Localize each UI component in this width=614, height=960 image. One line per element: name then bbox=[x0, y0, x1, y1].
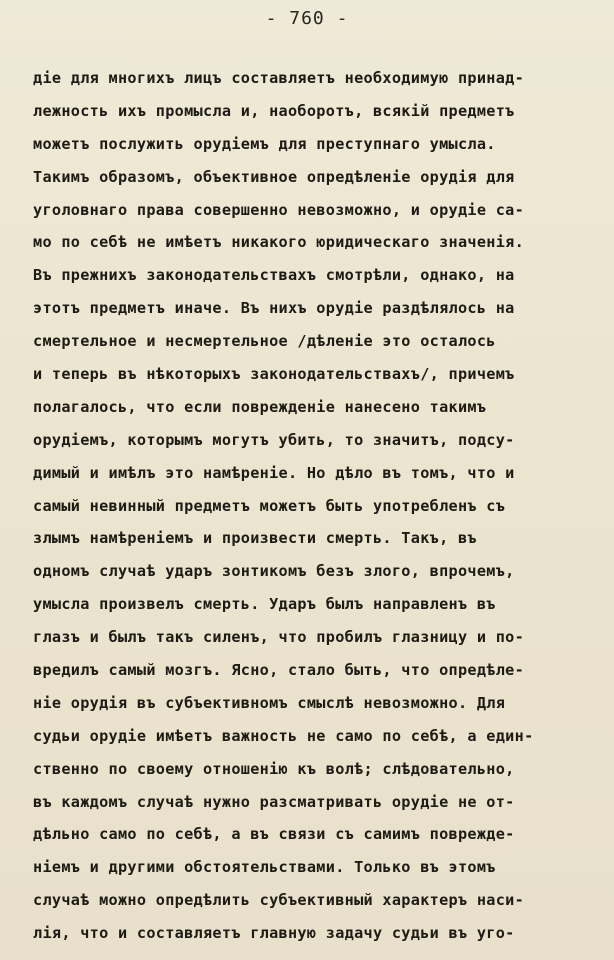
text-line: нiемъ и другими обстоятельствами. Только въ этомъ bbox=[33, 858, 496, 877]
text-line: одномъ случаѣ ударъ зонтикомъ безъ злого, впрочемъ, bbox=[33, 562, 515, 581]
text-line: судьи орудiе имѣетъ важность не само по себѣ, а един- bbox=[33, 726, 534, 745]
text-line: глазъ и былъ такъ силенъ, что пробилъ глазницу и по- bbox=[33, 628, 525, 647]
text-line: нiе орудiя въ субъективномъ смыслѣ невозможно. Для bbox=[33, 693, 506, 712]
text-line: случаѣ можно опредѣлить субъективный характеръ наси- bbox=[33, 891, 525, 910]
text-line: Въ прежнихъ законодательствахъ смотрѣли, однако, на bbox=[33, 266, 515, 285]
text-line: дѣльно само по себѣ, а въ связи съ самимъ поврежде- bbox=[33, 825, 515, 844]
text-line: ственно по своему отношенiю къ волѣ; слѣдовательно, bbox=[33, 759, 515, 778]
text-line: лiя, что и составляетъ главную задачу судьи въ уго- bbox=[33, 924, 515, 943]
text-line: димый и имѣлъ это намѣренiе. Но дѣло въ томъ, что и bbox=[33, 463, 515, 482]
text-line: лежность ихъ промысла и, наоборотъ, всякiй предметъ bbox=[33, 101, 515, 120]
text-line: злымъ намѣренiемъ и произвести смерть. Такъ, въ bbox=[33, 529, 477, 548]
text-line: уголовнаго права совершенно невозможно, и орудiе са- bbox=[33, 200, 525, 219]
page-number: - 760 - bbox=[265, 8, 349, 29]
text-line: Такимъ образомъ, объективное опредѣленiе орудiя для bbox=[33, 167, 515, 186]
text-line: полагалось, что если поврежденiе нанесено такимъ bbox=[33, 397, 487, 416]
body-text bbox=[33, 62, 603, 950]
text-line: и теперь въ нѣкоторыхъ законодательствахъ/, причемъ bbox=[33, 365, 515, 384]
text-line: этотъ предметъ иначе. Въ нихъ орудiе раздѣлялось на bbox=[33, 299, 515, 318]
text-line: самый невинный предметъ можетъ быть употребленъ съ bbox=[33, 496, 506, 515]
text-line: орудiемъ, которымъ могутъ убить, то значитъ, подсу- bbox=[33, 430, 515, 449]
text-line: можетъ послужить орудiемъ для преступнаго умысла. bbox=[33, 134, 496, 153]
text-line: мо по себѣ не имѣетъ никакого юридическаго значенiя. bbox=[33, 233, 525, 252]
text-line: умысла произвелъ смерть. Ударъ былъ направленъ въ bbox=[33, 595, 496, 614]
text-line: въ каждомъ случаѣ нужно разсматривать орудiе не от- bbox=[33, 792, 515, 811]
text-line: смертельное и несмертельное /дѣленiе это осталось bbox=[33, 332, 496, 351]
text-line: вредилъ самый мозгъ. Ясно, стало быть, что опредѣле- bbox=[33, 661, 525, 680]
text-line: дiе для многихъ лицъ составляетъ необходимую принад- bbox=[33, 69, 525, 87]
